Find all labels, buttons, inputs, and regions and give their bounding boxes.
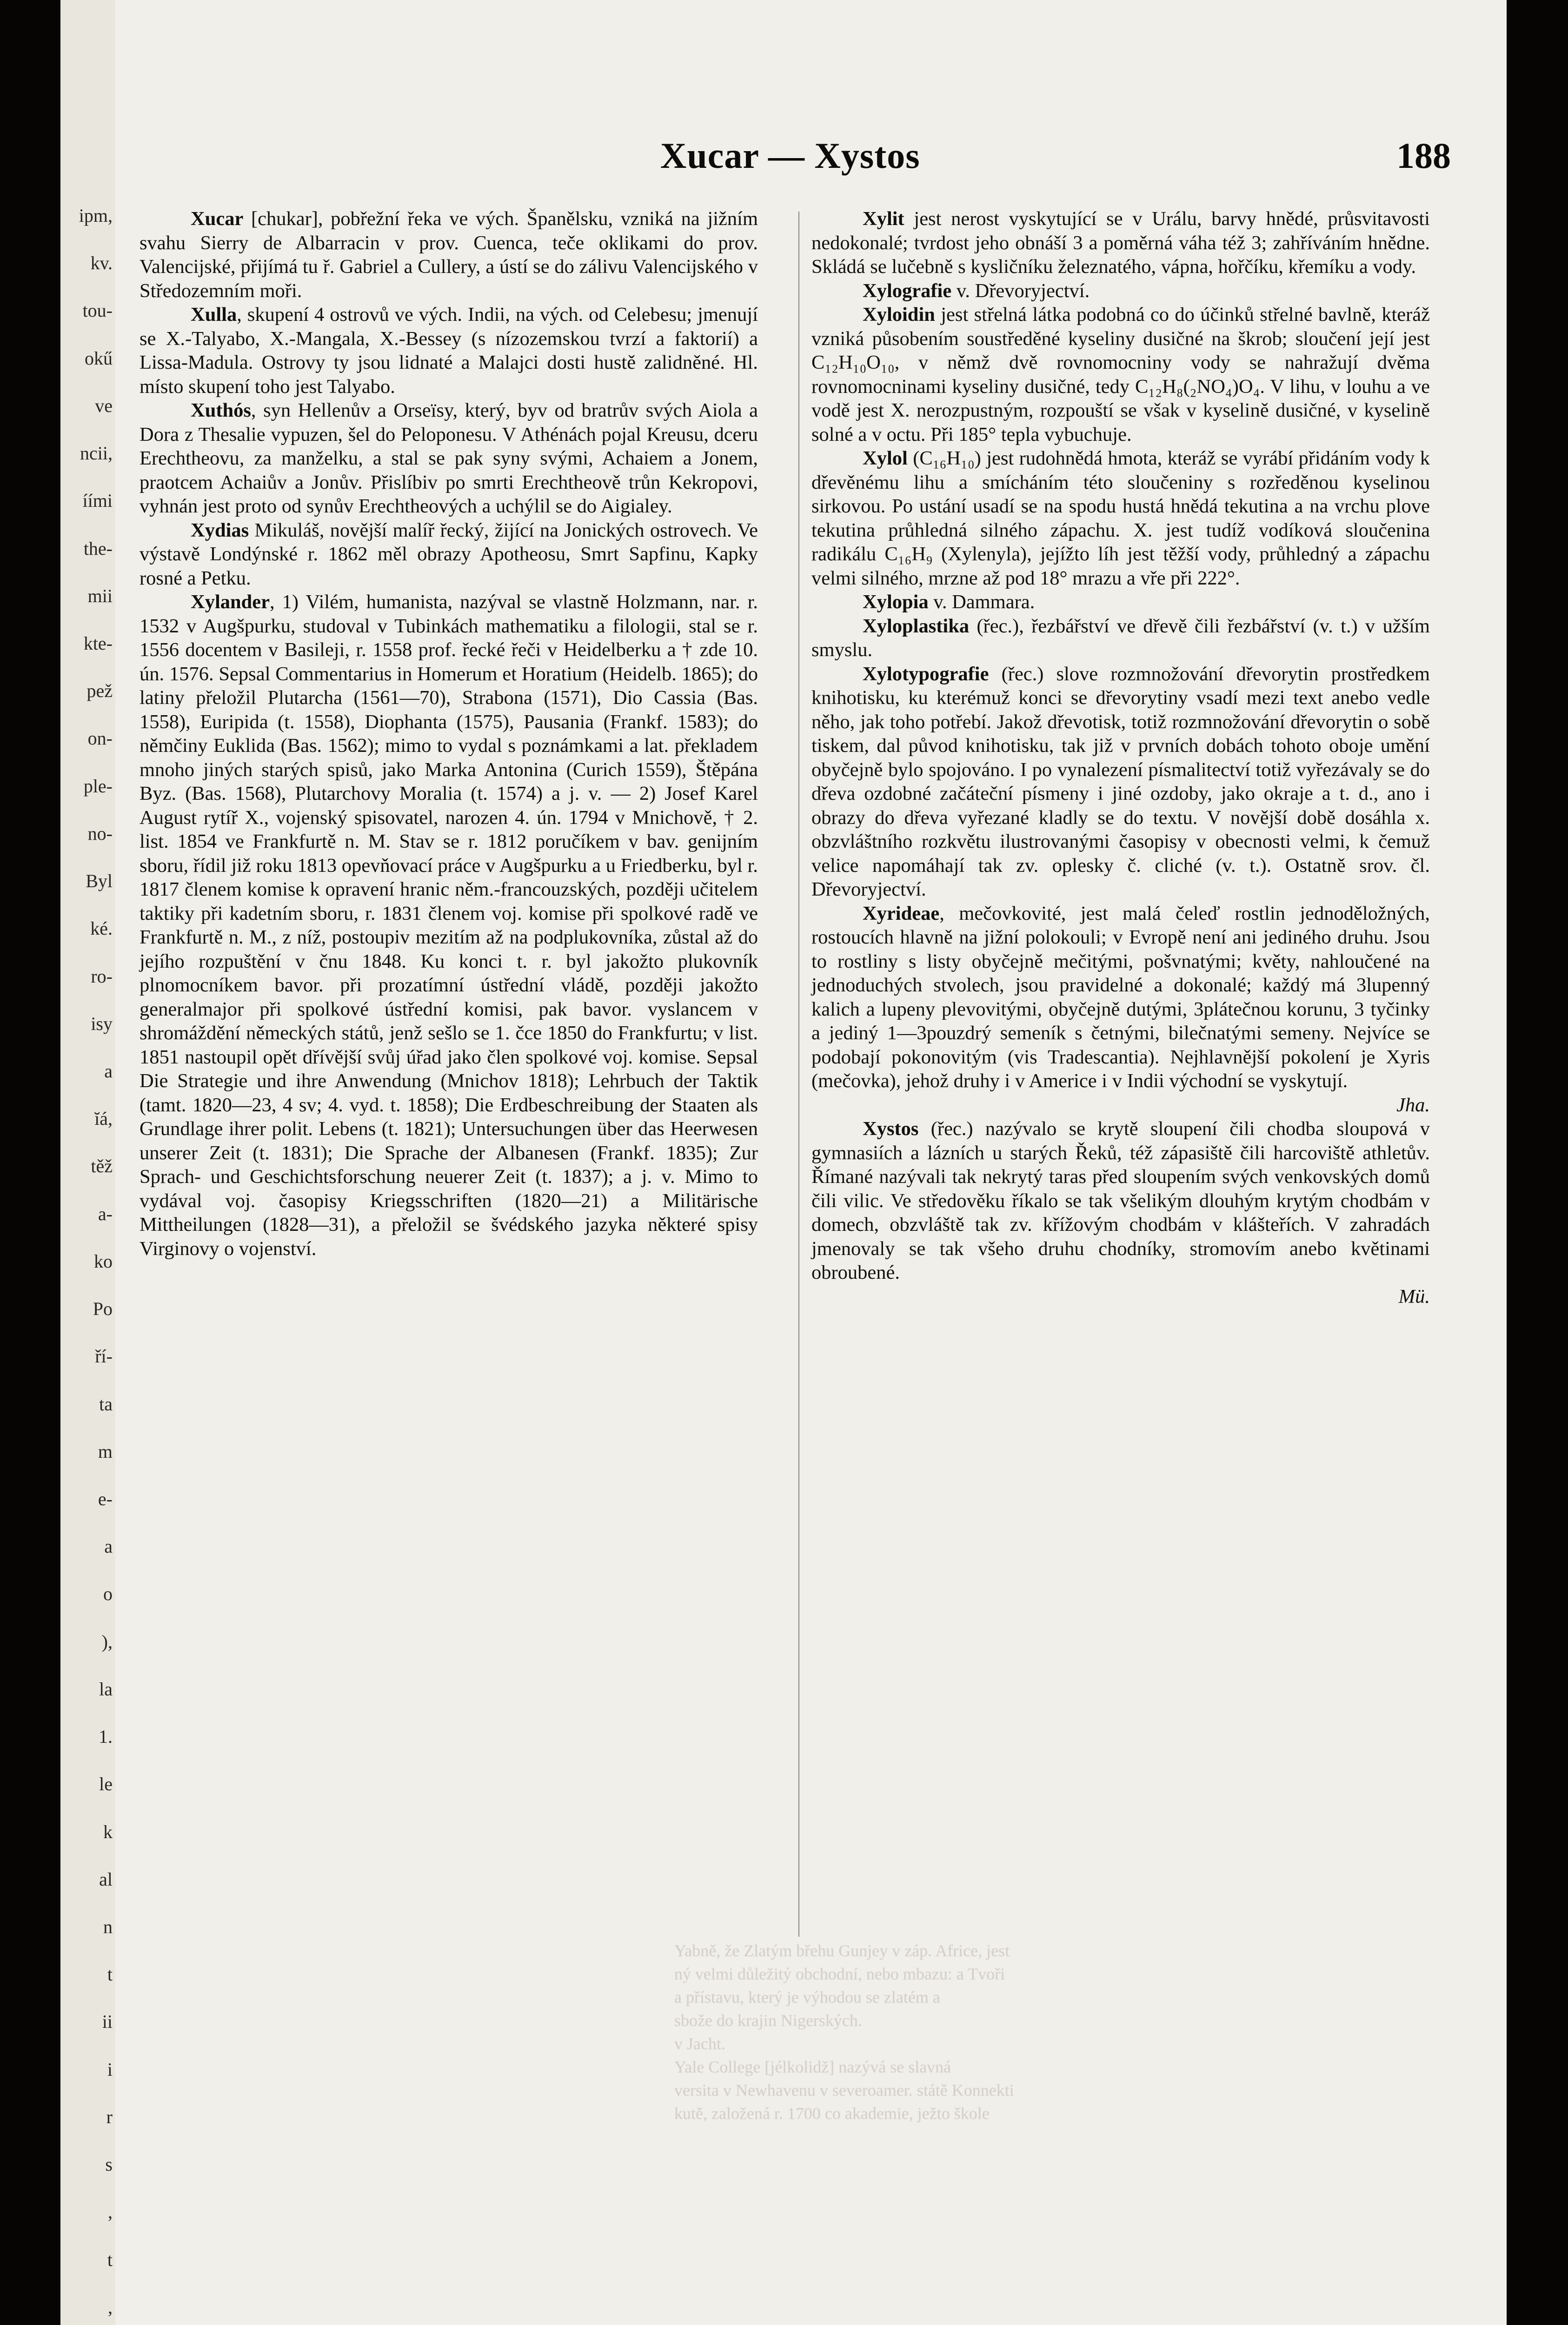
right-column xyxy=(811,207,1430,1309)
entry-headword: Xylografie xyxy=(863,279,952,302)
dictionary-entry xyxy=(140,518,758,591)
dictionary-entry xyxy=(140,303,758,399)
margin-fragment: r xyxy=(106,2106,113,2127)
running-header xyxy=(660,135,1451,181)
margin-fragment: i xyxy=(107,2059,113,2080)
entry-headword: Xylol xyxy=(863,447,908,469)
margin-fragment: isy xyxy=(91,1013,113,1034)
margin-fragment: tou- xyxy=(82,300,113,321)
margin-fragment: on- xyxy=(87,728,113,749)
margin-fragment: ipm, xyxy=(79,205,113,226)
author-signature: Jha. xyxy=(1396,1094,1430,1116)
entry-text: (C₁₆H₁₀) jest rudohnědá hmota, kteráž se vyrábí přidáním vody k dřevěnému lihu a smícháním této sloučeniny s rozředěnou kyselinou sirkovou. Po ustání usadí se na spodu hustá hnědá tekutina a na vrchu plove tekutina průhledná silného zápachu. X. jest tudíž vodíková sloučenina radikálu C₁₆H₉ (Xylenyla), jejížto líh jest těžší vody, průhledný a zápachu velmi silného, mrzne až pod 18° mrazu a vře při 222°. xyxy=(811,447,1430,589)
margin-fragment: ří- xyxy=(95,1346,113,1367)
entry-text: , skupení 4 ostrovů ve vých. Indii, na vých. od Celebesu; jmenují se X.-Talyabo, X.-Mangala, X.-Bessey (s nízozemskou tvrzí a faktorií) a Lissa-Madula. Ostrovy ty jsou lidnaté a Malajci dosti hustě zalidněné. Hl. místo skupení toho jest Talyabo. xyxy=(140,304,758,398)
margin-fragment: t xyxy=(107,1964,113,1985)
entry-text: v. Dřevoryjectví. xyxy=(951,279,1090,302)
margin-fragment: t xyxy=(107,2249,113,2270)
margin-fragment: , xyxy=(108,2296,113,2318)
entry-text: (řec.) slove rozmnožování dřevorytin prostředkem knihotisku, ku kterémuž konci se dřevorytiny vsadí mezi text anebo vedle něho, jak toho potřebí. Jakož dřevotisk, totiž rozmnožování dřevorytin o sobě tiskem, dal původ knihotisku, tak již v prvních dobách tohoto oboje umění obyčejně bylo spojováno. I po vynalezení písmalitectví totiž vyřezávaly se do dřeva ozdobné začáteční písmeny i jiné ozdoby, jako okraje a t. d., ano i obrazy do dřeva vyřezané kladly se do textu. V novější době dosáhla x. obzvláštního rozkvětu ilustrovanými časopisy v obecnosti velmi, k čemuž velice napomáhají tak zv. oplesky č. cliché (v. t.). Ostatně srov. čl. Dřevoryjectví. xyxy=(811,663,1430,900)
header-title: Xucar — Xystos xyxy=(660,135,920,176)
margin-fragment: íími xyxy=(82,490,113,512)
margin-fragment: ké. xyxy=(90,918,113,939)
dictionary-entry xyxy=(811,590,1430,614)
author-signature: Mü. xyxy=(1398,1285,1430,1308)
entry-headword: Xulla xyxy=(191,304,237,326)
margin-fragment: těž xyxy=(91,1156,113,1177)
dictionary-entry xyxy=(811,446,1430,590)
dictionary-entry xyxy=(140,207,758,303)
margin-fragment: kv. xyxy=(90,252,113,274)
dictionary-entry xyxy=(140,399,758,518)
margin-fragment: ncii, xyxy=(80,443,113,464)
page-number: 188 xyxy=(1396,135,1451,176)
margin-fragment: Byl xyxy=(86,870,113,892)
entry-text: [chukar], pobřežní řeka ve vých. Španělsku, vzniká na jižním svahu Sierry de Albarracin v prov. Cuenca, teče oklikami do prov. Valencijské, přijímá tu ř. Gabriel a Cullery, a ústí se do zálivu Valencijského v Středozemním moři. xyxy=(140,208,758,302)
dictionary-entry xyxy=(811,303,1430,446)
margin-fragment: al xyxy=(99,1868,113,1890)
entry-text: , 1) Vilém, humanista, nazýval se vlastně Holzmann, nar. r. 1532 v Augšpurku, studoval v Tubinkách mathematiku a filologii, stal se r. 1556 docentem v Basileji, r. 1558 prof. řecké řeči v Heidelberku a † zde 10. ún. 1576. Sepsal Commentarius in Homerum et Horatium (Heidelb. 1865); do latiny přeložil Plutarcha (1561—70), Strabona (1571), Dio Cassia (Bas. 1558), Euripida (t. 1558), Diophanta (1575), Pausania (Frankf. 1583); do němčiny Euklida (Bas. 1562); mimo to vydal s poznámkami a lat. překladem mnoho jiných starých spisů, jako Marka Antonina (Curich 1559), Štěpána Byz. (Bas. 1568), Plutarchovy Moralia (t. 1574) a j. v. — 2) Josef Karel August rytíř X., vojenský spisovatel, narozen 4. ún. 1794 v Mnichově, † 2. list. 1854 ve Frankfurtě n. M. Stav se r. 1812 poručíkem v bav. genijním sboru, řídil již roku 1813 opevňovací práce v Augšpurku a u Friedberku, byl r. 1817 členem komise k opravení hranic něm.-francouzských, později učitelem taktiky při kadetním sboru, r. 1831 členem voj. komise při spolkové radě ve Frankfurtě n. M., z níž, postoupiv mezitím až na podplukovníka, zůstal až do jejího rozpuštění v čnu 1848. Ku konci t. r. byl jakožto plukovník plnomocníkem bavor. při prozatímní ústřední vládě, později jakožto generalmajor při spolkové ústřední komisi, pak bavor. vyslancem v shromáždění německých států, jenž sešlo se 1. čce 1850 do Frankfurtu; v list. 1851 nastoupil opět dřívější svůj úřad jako člen spolkové voj. komise. Sepsal Die Strategie und ihre Anwendung (Mnichov 1818); Lehrbuch der Taktik (tamt. 1820—23, 4 sv; 4. vyd. t. 1858); Die Erdbeschreibung der Staaten als Grundlage ihrer polit. Lebens (t. 1821); Untersuchungen über das Heerwesen unserer Zeit (t. 1831); Die Sprache der Albanesen (Frankf. 1835); Zur Sprach- und Geschichtsforschung neuerer Zeit (t. 1837); a j. v. Mimo to vydával voj. časopisy Kriegsschriften (1820—21) a Militärische Mittheilungen (1828—31), a přeložil se švédského jazyka některé spisy Virginovy o vojenství. xyxy=(140,591,758,1260)
entry-headword: Xuthós xyxy=(191,399,251,421)
margin-fragment: ), xyxy=(101,1631,113,1652)
entry-headword: Xyloidin xyxy=(863,304,935,326)
margin-fragment: o xyxy=(103,1583,113,1605)
margin-fragment: le xyxy=(99,1774,113,1795)
dictionary-entry xyxy=(811,1117,1430,1309)
dictionary-entry xyxy=(811,614,1430,662)
margin-fragment: the- xyxy=(83,538,113,559)
margin-fragment: ve xyxy=(95,395,113,416)
margin-fragment: okű xyxy=(85,347,113,369)
dictionary-entry xyxy=(811,279,1430,303)
margin-fragment: ii xyxy=(102,2011,113,2033)
entry-text: Mikuláš, novější malíř řecký, žijící na Jonických ostrovech. Ve výstavě Londýnské r. 1862 měl obrazy Apotheosu, Smrt Sapfinu, Kapky rosné a Petku. xyxy=(140,519,758,589)
dictionary-entry xyxy=(811,207,1430,279)
entry-text: , mečovkovité, jest malá čeleď rostlin jednoděložných, rostoucích hlavně na jižní polokouli; v Evropě není ani jediného druhu. Jsou to rostliny s listy obyčejně mečitými, pošvnatými; květy, nahloučené na jednoduchých stvolech, jsou pravidelné a dokonalé; každý má 3lupenný kalich a lupeny plevovitými, obyčejně dutými, 3plátečnou korunu, 3 tyčinky a jediný 1—3pouzdrý semeník s četnými, bilečnatými semeny. Nejvíce se podobají pokonovitým (vis Tradescantia). Nejhlavnější pokolení je Xyris (mečovka), jehož druhy i v Americe i v Indii východní se vyskytují. xyxy=(811,902,1430,1092)
dictionary-entry xyxy=(140,590,758,1261)
margin-fragment: n xyxy=(103,1916,113,1937)
margin-fragment: kte- xyxy=(83,633,113,654)
dictionary-entry xyxy=(811,902,1430,1117)
left-column xyxy=(140,207,758,1261)
margin-fragment: mii xyxy=(87,585,113,606)
entry-headword: Xydias xyxy=(191,519,249,541)
margin-fragment: ple- xyxy=(83,775,113,797)
entry-headword: Xystos xyxy=(863,1118,919,1140)
column-divider xyxy=(798,212,799,1937)
entry-headword: Xucar xyxy=(191,208,244,230)
entry-headword: Xylander xyxy=(191,591,270,613)
margin-fragment: ta xyxy=(99,1393,113,1415)
margin-fragment: la xyxy=(99,1678,113,1700)
entry-text: jest nerost vyskytující se v Urálu, barvy hnědé, průsvitavosti nedokonalé; tvrdost jeho obnáší 3 a poměrná váha též 3; zahříváním hnědne. Skládá se lučebně s kysličníku železnatého, vápna, hořčíku, křemíku a vody. xyxy=(811,208,1430,278)
margin-fragment: Po xyxy=(93,1298,113,1320)
margin-fragment: m xyxy=(98,1441,113,1462)
entry-headword: Xyrideae xyxy=(863,902,940,924)
margin-fragment: s xyxy=(105,2154,113,2175)
margin-fragment: k xyxy=(103,1821,113,1842)
entry-text: (řec.), řezbářství ve dřevě čili řezbářství (v. t.) v užším smyslu. xyxy=(811,615,1430,661)
page-sheet xyxy=(60,0,1507,2325)
margin-fragment: pež xyxy=(86,680,113,702)
margin-fragment: ko xyxy=(94,1250,113,1272)
margin-fragment: no- xyxy=(87,823,113,844)
margin-fragment: 1. xyxy=(99,1726,113,1747)
entry-text: (řec.) nazývalo se krytě sloupení čili chodba sloupová v gymnasiích a lázních u starých Řeků, též zápasiště čili harcoviště athletův. Římané nazývali tak nekrytý taras před sloupením svých venkovských domů čili vilic. Ve středověku říkalo se tak všelikým dlouhým krytým chodbám v domech, obzvláště tak zv. křížovým chodbám v klášteřích. V zahradách jmenovaly se tak všeho druhu chodníky, stromovím anebo květinami obroubené. xyxy=(811,1118,1430,1283)
entry-text: , syn Hellenův a Orseïsy, který, byv od bratrův svých Aiola a Dora z Thesalie vypuzen, šel do Peloponesu. V Athénách pojal Kreusu, dceru Erechtheovu, za manželku, a stal se pak syny svými, Achaiem a Jonem, praotcem Achaiův a Jonův. Přislíbiv po smrti Erechtheově trůn Kekropovi, vyhnán jest proto od synův Erechtheových a uchýlil se do Aigialey. xyxy=(140,399,758,517)
entry-text: v. Dammara. xyxy=(928,591,1035,613)
margin-fragment: a xyxy=(104,1536,113,1557)
dictionary-entry xyxy=(811,662,1430,902)
entry-headword: Xylopia xyxy=(863,591,929,613)
entry-headword: Xyloplastika xyxy=(863,615,970,637)
bleed-through-text: Yabně, že Zlatým břehu Gunjey v záp. Africe, jest ný velmi důležitý obchodní, nebo mbazu: a Tvoři a přístavu, který je výhodou se zlatém a sbože do krajin Nigerských. v Jacht. Yale College [jélkolidž] nazývá se slavná versita v Newhavenu v severoamer. státě Konnekti kutě, založená r. 1700 co akademie, ježto škole xyxy=(674,1941,1014,2123)
margin-fragment: a- xyxy=(98,1203,113,1224)
margin-fragment: ro- xyxy=(91,965,113,987)
margin-fragment: a xyxy=(104,1061,113,1082)
entry-headword: Xylotypografie xyxy=(863,663,989,685)
entry-headword: Xylit xyxy=(863,208,904,230)
margin-fragment: e- xyxy=(98,1488,113,1509)
adjacent-page-edge xyxy=(60,0,115,2325)
margin-fragment: ĭá, xyxy=(94,1108,113,1129)
entry-text: jest střelná látka podobná co do účinků střelné bavlně, kteráž vzniká působením soustředěné kyseliny dusičné na škrob; sloučení její jest C₁₂H₁₀O₁₀, v němž dvě rovnomocniny vody se nahražují dvěma rovnomocninami kyseliny dusičné, tedy C₁₂H₈(₂NO₄)O₄. V lihu, v louhu a ve vodě jest X. nerozpustným, rozpouští se však v kyselině dusičné, v kyselině solné a v octu. Při 185° tepla vybuchuje. xyxy=(811,304,1430,445)
margin-fragment: , xyxy=(108,2201,113,2223)
